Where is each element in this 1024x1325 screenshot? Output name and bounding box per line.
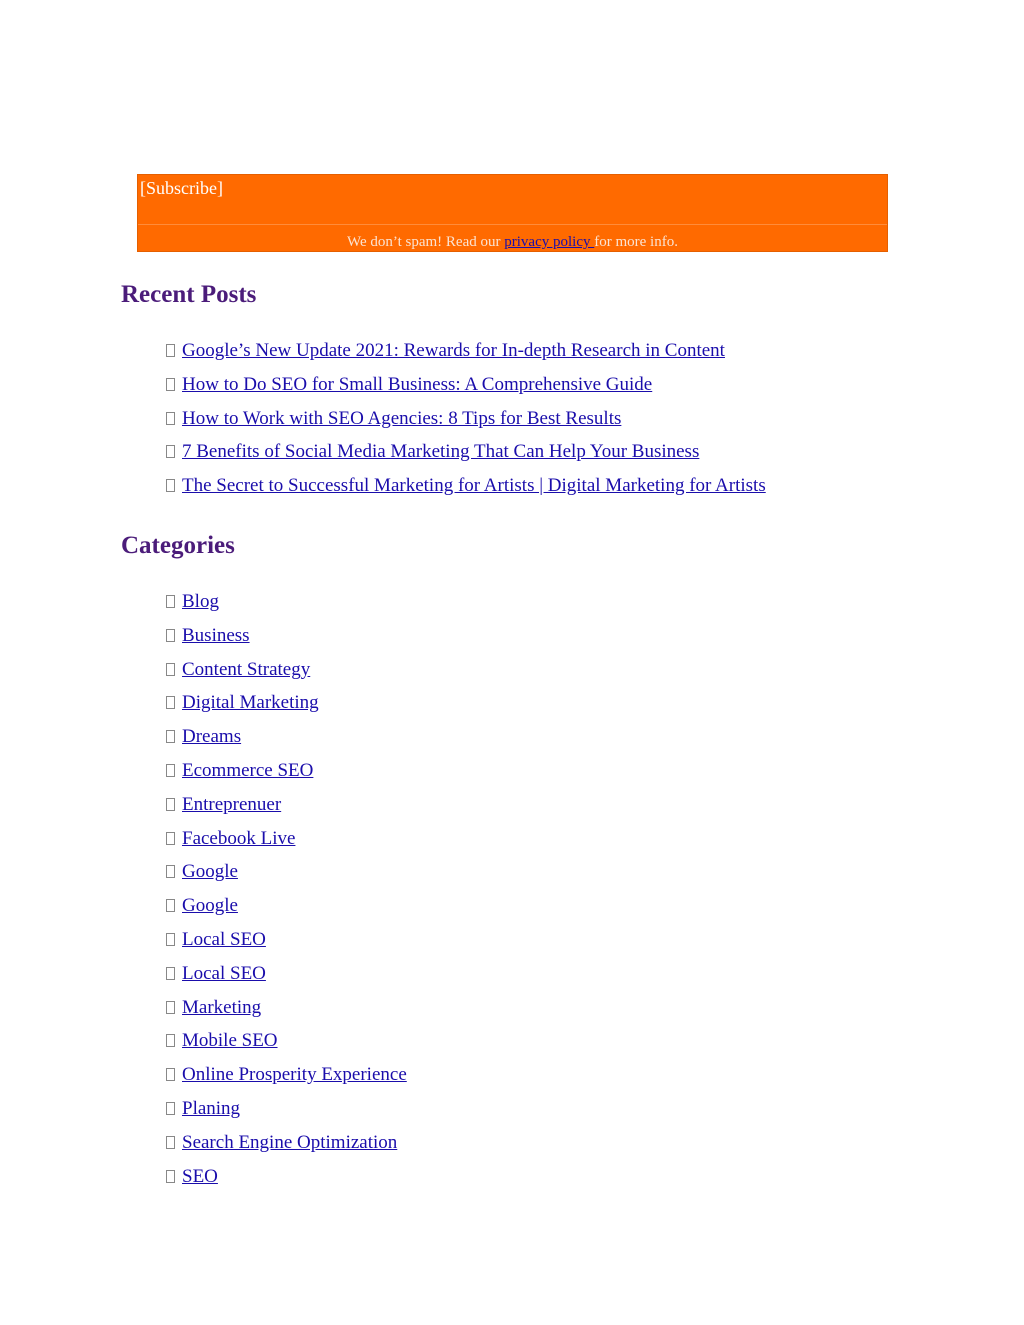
recent-posts-list <box>165 338 766 507</box>
missing-glyph-box-icon <box>166 1102 175 1115</box>
category-item <box>165 995 407 1029</box>
missing-glyph-box-icon <box>166 412 175 425</box>
missing-glyph-box-icon <box>166 865 175 878</box>
category-item <box>165 657 407 691</box>
recent-post-item <box>165 439 766 473</box>
category-item <box>165 1130 407 1164</box>
category-link[interactable]: Business <box>182 624 250 646</box>
category-link[interactable]: SEO <box>182 1165 218 1187</box>
missing-glyph-box-icon <box>166 1034 175 1047</box>
recent-post-link[interactable]: 7 Benefits of Social Media Marketing That Can Help Your Business <box>182 441 700 463</box>
category-item <box>165 792 407 826</box>
category-item <box>165 589 407 623</box>
category-link[interactable]: Marketing <box>182 996 262 1018</box>
recent-post-item <box>165 473 766 507</box>
missing-glyph-box-icon <box>166 1068 175 1081</box>
missing-glyph-box-icon <box>166 663 175 676</box>
recent-post-link[interactable]: How to Do SEO for Small Business: A Comprehensive Guide <box>182 373 653 395</box>
missing-glyph-box-icon <box>166 378 175 391</box>
recent-post-link[interactable]: How to Work with SEO Agencies: 8 Tips for Best Results <box>182 407 622 429</box>
subscribe-note-text: We don’t spam! Read our <box>347 234 505 250</box>
category-link[interactable]: Local SEO <box>182 962 266 984</box>
subscribe-note <box>138 225 887 251</box>
recent-post-item <box>165 406 766 440</box>
missing-glyph-box-icon <box>166 445 175 458</box>
missing-glyph-box-icon <box>166 344 175 357</box>
recent-post-link[interactable]: Google’s New Update 2021: Rewards for In-depth Research in Content <box>182 340 725 361</box>
missing-glyph-box-icon <box>166 899 175 912</box>
category-item <box>165 859 407 893</box>
category-link[interactable]: Mobile SEO <box>182 1030 278 1052</box>
category-link[interactable]: Entreprenuer <box>182 793 282 815</box>
missing-glyph-box-icon <box>166 967 175 980</box>
category-item <box>165 893 407 927</box>
category-link[interactable]: Facebook Live <box>182 827 296 849</box>
category-item <box>165 690 407 724</box>
missing-glyph-box-icon <box>166 479 175 492</box>
category-link[interactable]: Online Prosperity Experience <box>182 1064 407 1086</box>
recent-post-item <box>165 338 766 372</box>
subscribe-note-suffix: for more info. <box>594 234 678 250</box>
recent-post-link[interactable]: The Secret to Successful Marketing for Artists | Digital Marketing for Artists <box>182 475 766 497</box>
category-link[interactable]: Content Strategy <box>182 658 311 680</box>
categories-list <box>165 589 407 1197</box>
missing-glyph-box-icon <box>166 933 175 946</box>
category-link[interactable]: Google <box>182 861 238 883</box>
missing-glyph-box-icon <box>166 1170 175 1183</box>
category-link[interactable]: Dreams <box>182 726 242 748</box>
category-link[interactable]: Ecommerce SEO <box>182 759 314 781</box>
missing-glyph-box-icon <box>166 696 175 709</box>
category-link[interactable]: Blog <box>182 591 219 612</box>
category-item <box>165 1096 407 1130</box>
category-item <box>165 927 407 961</box>
privacy-policy-link[interactable]: privacy policy <box>504 234 595 250</box>
category-link[interactable]: Planing <box>182 1097 241 1119</box>
subscribe-box <box>137 174 888 252</box>
missing-glyph-box-icon <box>166 798 175 811</box>
recent-post-item <box>165 372 766 406</box>
category-item <box>165 961 407 995</box>
category-item <box>165 1028 407 1062</box>
category-item <box>165 1164 407 1198</box>
category-link[interactable]: Google <box>182 895 238 917</box>
category-item <box>165 826 407 860</box>
subscribe-button[interactable]: [Subscribe] <box>140 178 223 198</box>
missing-glyph-box-icon <box>166 1136 175 1149</box>
missing-glyph-box-icon <box>166 1001 175 1014</box>
missing-glyph-box-icon <box>166 629 175 642</box>
category-item <box>165 1062 407 1096</box>
category-link[interactable]: Search Engine Optimization <box>182 1131 398 1153</box>
subscribe-top <box>138 175 887 225</box>
categories-title: Categories <box>121 532 235 559</box>
missing-glyph-box-icon <box>166 764 175 777</box>
category-link[interactable]: Local SEO <box>182 928 266 950</box>
missing-glyph-box-icon <box>166 730 175 743</box>
recent-posts-title: Recent Posts <box>121 281 257 308</box>
missing-glyph-box-icon <box>166 595 175 608</box>
missing-glyph-box-icon <box>166 832 175 845</box>
category-item <box>165 758 407 792</box>
category-item <box>165 724 407 758</box>
category-item <box>165 623 407 657</box>
category-link[interactable]: Digital Marketing <box>182 692 319 714</box>
